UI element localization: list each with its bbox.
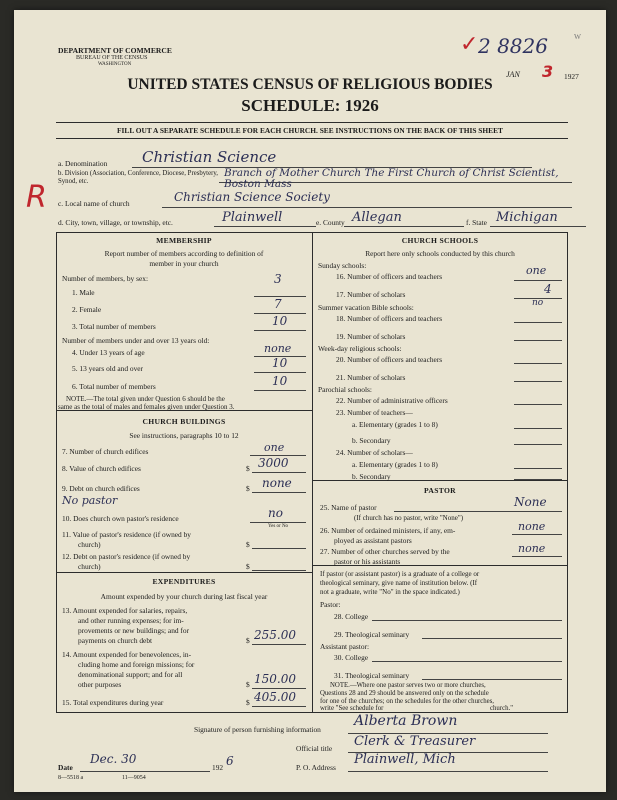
stamp-month: JAN xyxy=(506,70,520,79)
q21-label: 21. Number of scholars xyxy=(336,373,406,382)
date-value: Dec. 30 xyxy=(90,752,137,766)
expenditures-heading: EXPENDITURES xyxy=(152,577,216,586)
q16-label: 16. Number of officers and teachers xyxy=(336,272,443,281)
assistant-pastor-subheading: Assistant pastor: xyxy=(320,642,370,651)
q6-total-label: 6. Total number of members xyxy=(72,382,156,391)
division-label: b. Division (Association, Conference, Diocese, Presbytery, Synod, etc. xyxy=(58,170,219,185)
official-title-label: Official title xyxy=(296,744,333,753)
stamp-number: 2 8826 xyxy=(478,34,548,58)
q9-label: 9. Debt on church edifices xyxy=(62,484,140,493)
q27-line-2: pastor or his assistants xyxy=(334,557,401,566)
q15-dollar: $ xyxy=(246,698,250,707)
members-by-sex-label: Number of members, by sex: xyxy=(62,274,148,283)
buildings-heading: CHURCH BUILDINGS xyxy=(142,417,226,426)
q16-value: one xyxy=(526,264,547,277)
local-name-label: c. Local name of church xyxy=(58,199,130,208)
q19-label: 19. Number of scholars xyxy=(336,332,406,341)
no-pastor-note: No pastor xyxy=(62,494,118,507)
pastor-heading: PASTOR xyxy=(424,486,456,495)
q14-line-4: other purposes xyxy=(78,680,122,689)
q26-line-2: ployed as assistant pastors xyxy=(334,536,412,545)
q4-under-value: none xyxy=(264,342,292,355)
q27-value: none xyxy=(518,542,546,555)
form-number: 8—5518 a xyxy=(58,775,84,781)
pastor-note-2: Questions 28 and 29 should be answered only on the schedule xyxy=(320,690,489,697)
q13-line-2: and other running expenses; for im- xyxy=(78,616,184,625)
membership-note-2: same as the total of males and females given under Question 3. xyxy=(58,403,235,411)
weekday-schools-label: Week-day religious schools: xyxy=(318,344,402,353)
q9-value: none xyxy=(262,476,292,490)
q14-line-3: denominational support; and for all xyxy=(78,670,183,679)
denomination-value: Christian Science xyxy=(142,148,277,166)
city-label-field: d. City, town, village, or township, etc. xyxy=(58,218,173,227)
date-label: Date xyxy=(58,763,73,772)
q1-male-label: 1. Male xyxy=(72,288,95,297)
official-title-value: Clerk & Treasurer xyxy=(354,734,476,749)
q11-label-1: 11. Value of pastor's residence (if owned by xyxy=(62,530,191,539)
print-number: 11—9054 xyxy=(122,775,146,781)
grad-note-3: not a graduate, write "No" in the space indicated.) xyxy=(320,588,460,596)
q8-label: 8. Value of church edifices xyxy=(62,464,141,473)
census-schedule-sheet xyxy=(14,10,606,792)
q12-label-2: church) xyxy=(78,562,101,571)
q25-label: 25. Name of pastor xyxy=(320,503,377,512)
denomination-label: a. Denomination xyxy=(58,159,108,168)
q18-label: 18. Number of officers and teachers xyxy=(336,314,443,323)
q24a-label: a. Elementary (grades 1 to 8) xyxy=(352,460,438,469)
q8-dollar: $ xyxy=(246,464,250,473)
q7-value: one xyxy=(264,441,285,454)
stamp-corner: W xyxy=(574,32,581,41)
membership-intro-2: member in your church xyxy=(149,259,219,268)
buildings-intro: See instructions, paragraphs 10 to 12 xyxy=(129,431,239,440)
dept-label: DEPARTMENT OF COMMERCE xyxy=(58,46,172,55)
pastor-note-1: NOTE.—Where one pastor serves two or more churches, xyxy=(330,682,486,689)
summer-schools-label: Summer vacation Bible schools: xyxy=(318,303,414,312)
q17-value: 4 xyxy=(544,282,552,296)
q20-label: 20. Number of officers and teachers xyxy=(336,355,443,364)
grad-note-2: theological seminary, give name of institution below. (If xyxy=(320,579,478,587)
q15-value: 405.00 xyxy=(254,690,296,704)
instructions-banner: FILL OUT A SEPARATE SCHEDULE FOR EACH CHURCH. SEE INSTRUCTIONS ON THE BACK OF THIS SHEET xyxy=(117,126,503,135)
grad-note-1: If pastor (or assistant pastor) is a graduate of a college or xyxy=(320,570,480,578)
pastor-subheading: Pastor: xyxy=(320,600,341,609)
stamp-day: 3 xyxy=(542,62,554,81)
city-value: Plainwell xyxy=(222,210,283,225)
membership-heading: MEMBERSHIP xyxy=(156,236,212,245)
q18-value: no xyxy=(532,298,544,308)
q23-label: 23. Number of teachers— xyxy=(336,408,413,417)
year-prefix: 192 xyxy=(212,763,224,772)
q14-line-1: 14. Amount expended for benevolences, in- xyxy=(62,650,192,659)
q9-dollar: $ xyxy=(246,484,250,493)
q10-value: no xyxy=(268,506,283,520)
schools-intro: Report here only schools conducted by this church xyxy=(365,249,515,258)
state-label: f. State xyxy=(466,218,487,227)
q2-female-label: 2. Female xyxy=(72,305,102,314)
q5-over-value: 10 xyxy=(272,356,288,370)
form-subtitle: SCHEDULE: 1926 xyxy=(241,96,379,115)
q13-line-1: 13. Amount expended for salaries, repairs, xyxy=(62,606,188,615)
q3-total-value: 10 xyxy=(272,314,288,328)
q4-under-label: 4. Under 13 years of age xyxy=(72,348,145,357)
city-label: WASHINGTON xyxy=(98,62,132,67)
parochial-schools-label: Parochial schools: xyxy=(318,385,372,394)
q28-label: 28. College xyxy=(334,612,369,621)
signature-label: Signature of person furnishing information xyxy=(194,725,321,734)
form-title: UNITED STATES CENSUS OF RELIGIOUS BODIES xyxy=(127,76,493,93)
q24b-label: b. Secondary xyxy=(352,472,391,481)
q11-dollar: $ xyxy=(246,540,250,549)
state-value: Michigan xyxy=(496,210,558,225)
bureau-label: BUREAU OF THE CENSUS xyxy=(76,55,148,61)
margin-mark-r: R xyxy=(26,180,47,215)
q2-female-value: 7 xyxy=(274,297,282,311)
year-value: 6 xyxy=(226,754,234,768)
q12-dollar: $ xyxy=(246,562,250,571)
county-label: e. County xyxy=(316,218,345,227)
q13-line-3: provements or new buildings; and for xyxy=(78,626,190,635)
po-address-value: Plainwell, Mich xyxy=(354,752,456,767)
stamp-check-mark: ✓ xyxy=(460,32,479,57)
q24-label: 24. Number of scholars— xyxy=(336,448,413,457)
members-by-age-label: Number of members under and over 13 years old: xyxy=(62,336,210,345)
schools-heading: CHURCH SCHOOLS xyxy=(401,236,479,245)
po-address-label: P. O. Address xyxy=(296,763,336,772)
membership-note-1: NOTE.—The total given under Question 6 should be the xyxy=(66,395,225,403)
pastor-note-3: for one of the churches; on the schedules for the other churches, xyxy=(320,698,495,705)
q25-hint: (If church has no pastor, write "None") xyxy=(354,514,464,522)
q23a-label: a. Elementary (grades 1 to 8) xyxy=(352,420,438,429)
q10-hint: Yes or No xyxy=(268,524,289,529)
q11-label-2: church) xyxy=(78,540,101,549)
q10-label: 10. Does church own pastor's residence xyxy=(62,514,179,523)
q13-value: 255.00 xyxy=(254,628,296,642)
pastor-note-4b: church." xyxy=(490,705,513,712)
q14-dollar: $ xyxy=(246,680,250,689)
q14-line-2: cluding home and foreign missions; for xyxy=(78,660,195,669)
pastor-note-4: write "See schedule for xyxy=(320,705,384,712)
q29-label: 29. Theological seminary xyxy=(334,630,410,639)
q31-label: 31. Theological seminary xyxy=(334,671,410,680)
county-value: Allegan xyxy=(352,210,402,225)
division-value: Branch of Mother Church The First Church of Christ Scientist, Boston Mass xyxy=(224,167,559,190)
q1-male-value: 3 xyxy=(274,272,282,286)
expenditures-intro: Amount expended by your church during last fiscal year xyxy=(100,592,268,601)
q6-total-value: 10 xyxy=(272,374,288,388)
signature-value: Alberta Brown xyxy=(354,713,458,729)
q7-label: 7. Number of church edifices xyxy=(62,447,149,456)
q23b-label: b. Secondary xyxy=(352,436,391,445)
q5-over-label: 5. 13 years old and over xyxy=(72,364,144,373)
q26-value: none xyxy=(518,520,546,533)
q3-total-label: 3. Total number of members xyxy=(72,322,156,331)
stamp-year: 1927 xyxy=(564,72,579,81)
q15-label: 15. Total expenditures during year xyxy=(62,698,164,707)
q26-line-1: 26. Number of ordained ministers, if any, em- xyxy=(320,526,456,535)
q17-label: 17. Number of scholars xyxy=(336,290,406,299)
q8-value: 3000 xyxy=(258,456,289,470)
q13-line-4: payments on church debt xyxy=(78,636,153,645)
q13-dollar: $ xyxy=(246,636,250,645)
q12-label-1: 12. Debt on pastor's residence (if owned by xyxy=(62,552,191,561)
local-name-value: Christian Science Society xyxy=(174,190,330,204)
q27-line-1: 27. Number of other churches served by the xyxy=(320,547,450,556)
membership-intro-1: Report number of members according to definition of xyxy=(104,249,264,258)
q25-value: None xyxy=(514,495,547,509)
q30-label: 30. College xyxy=(334,653,369,662)
sunday-schools-label: Sunday schools: xyxy=(318,261,367,270)
q22-label: 22. Number of administrative officers xyxy=(336,396,448,405)
q14-value: 150.00 xyxy=(254,672,296,686)
